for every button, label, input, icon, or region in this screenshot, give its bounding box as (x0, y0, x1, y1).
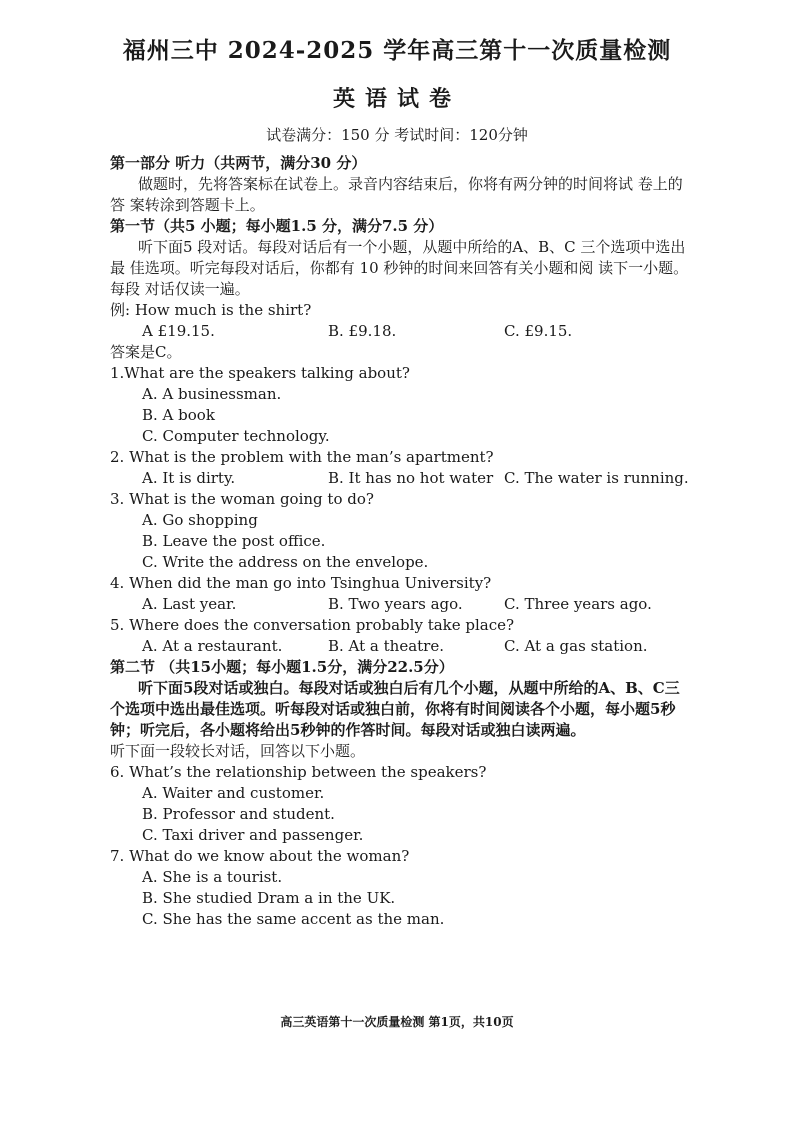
question-1-option-a: A. A businessman. (142, 385, 282, 403)
example-option-b: B. £9.18. (328, 322, 397, 340)
question-5-options (110, 636, 690, 657)
question-7: 7. What do we know about the woman? (110, 847, 410, 865)
question-1: 1.What are the speakers talking about? (110, 364, 410, 382)
question-4-option-b: B. Two years ago. (328, 595, 463, 613)
question-3-option-c: C. Write the address on the envelope. (142, 553, 429, 571)
question-4-option-c: C. Three years ago. (504, 595, 652, 613)
question-6-option-c: C. Taxi driver and passenger. (142, 826, 364, 844)
example-question: 例: How much is the shirt? (110, 301, 312, 319)
page-footer: 高三英语第十一次质量检测 第1页，共10页 (280, 1015, 514, 1029)
question-3: 3. What is the woman going to do? (110, 490, 374, 508)
question-5-option-a: A. At a restaurant. (142, 637, 283, 655)
section2-instruction: 听下面5段对话或独白。每段对话或独白后有几个小题，从题中所给的A、B、C三个选项中选出最佳选项。听每段对话或独白前，你将有时间阅读各个小题，每小题5秒钟；听完后，各小题将给出5秒钟的作答时间。每段对话或独白读两遍。 (110, 679, 680, 739)
question-7-option-b: B. She studied Dram a in the UK. (142, 889, 396, 907)
question-7-option-c: C. She has the same accent as the man. (142, 910, 445, 928)
example-option-c: C. £9.15. (504, 322, 573, 340)
exam-meta: 试卷满分：150 分 考试时间：120分钟 (266, 126, 528, 144)
question-2: 2. What is the problem with the man’s apartment? (110, 448, 494, 466)
question-5-option-b: B. At a theatre. (328, 637, 444, 655)
question-5-option-c: C. At a gas station. (504, 637, 648, 655)
example-options (110, 321, 690, 342)
exam-title: 福州三中 2024-2025 学年高三第十一次质量检测 (122, 37, 672, 64)
question-2-option-b: B. It has no hot water (328, 469, 494, 487)
part1-instruction: 做题时，先将答案标在试卷上。录音内容结束后，你将有两分钟的时间将试 卷上的答 案转涂到答题卡上。 (110, 175, 683, 214)
exam-subtitle: 英语试卷 (332, 86, 461, 112)
example-option-a: A £19.15. (142, 322, 215, 340)
example-answer: 答案是C。 (110, 343, 182, 361)
question-4-option-a: A. Last year. (142, 595, 237, 613)
question-7-option-a: A. She is a tourist. (142, 868, 283, 886)
section1-heading: 第一节（共5 小题；每小题1.5 分，满分7.5 分） (110, 217, 444, 235)
question-4-options (110, 594, 690, 615)
question-3-option-b: B. Leave the post office. (142, 532, 326, 550)
question-6-option-b: B. Professor and student. (142, 805, 335, 823)
question-1-option-b: B. A book (142, 406, 215, 424)
part1-heading: 第一部分 听力（共两节，满分30 分） (110, 154, 367, 172)
section2-heading: 第二节 （共15小题；每小题1.5分，满分22.5分） (110, 658, 454, 676)
question-3-option-a: A. Go shopping (142, 511, 258, 529)
question-1-option-c: C. Computer technology. (142, 427, 330, 445)
exam-body (110, 153, 690, 930)
question-2-option-c: C. The water is running. (504, 469, 689, 487)
section1-instruction: 听下面5 段对话。每段对话后有一个小题，从题中所给的A、B、C 三个选项中选出最 佳选项。听完每段对话后，你都有 10 秒钟的时间来回答有关小题和阅 读下一小题。每段 对话仅读一遍。 (110, 238, 689, 298)
question-6-option-a: A. Waiter and customer. (142, 784, 325, 802)
question-2-option-a: A. It is dirty. (142, 469, 236, 487)
question-2-options (110, 468, 690, 489)
question-6: 6. What’s the relationship between the speakers? (110, 763, 487, 781)
question-4: 4. When did the man go into Tsinghua University? (110, 574, 492, 592)
section2-sub-instruction: 听下面一段较长对话，回答以下小题。 (110, 742, 366, 760)
question-5: 5. Where does the conversation probably take place? (110, 616, 515, 634)
